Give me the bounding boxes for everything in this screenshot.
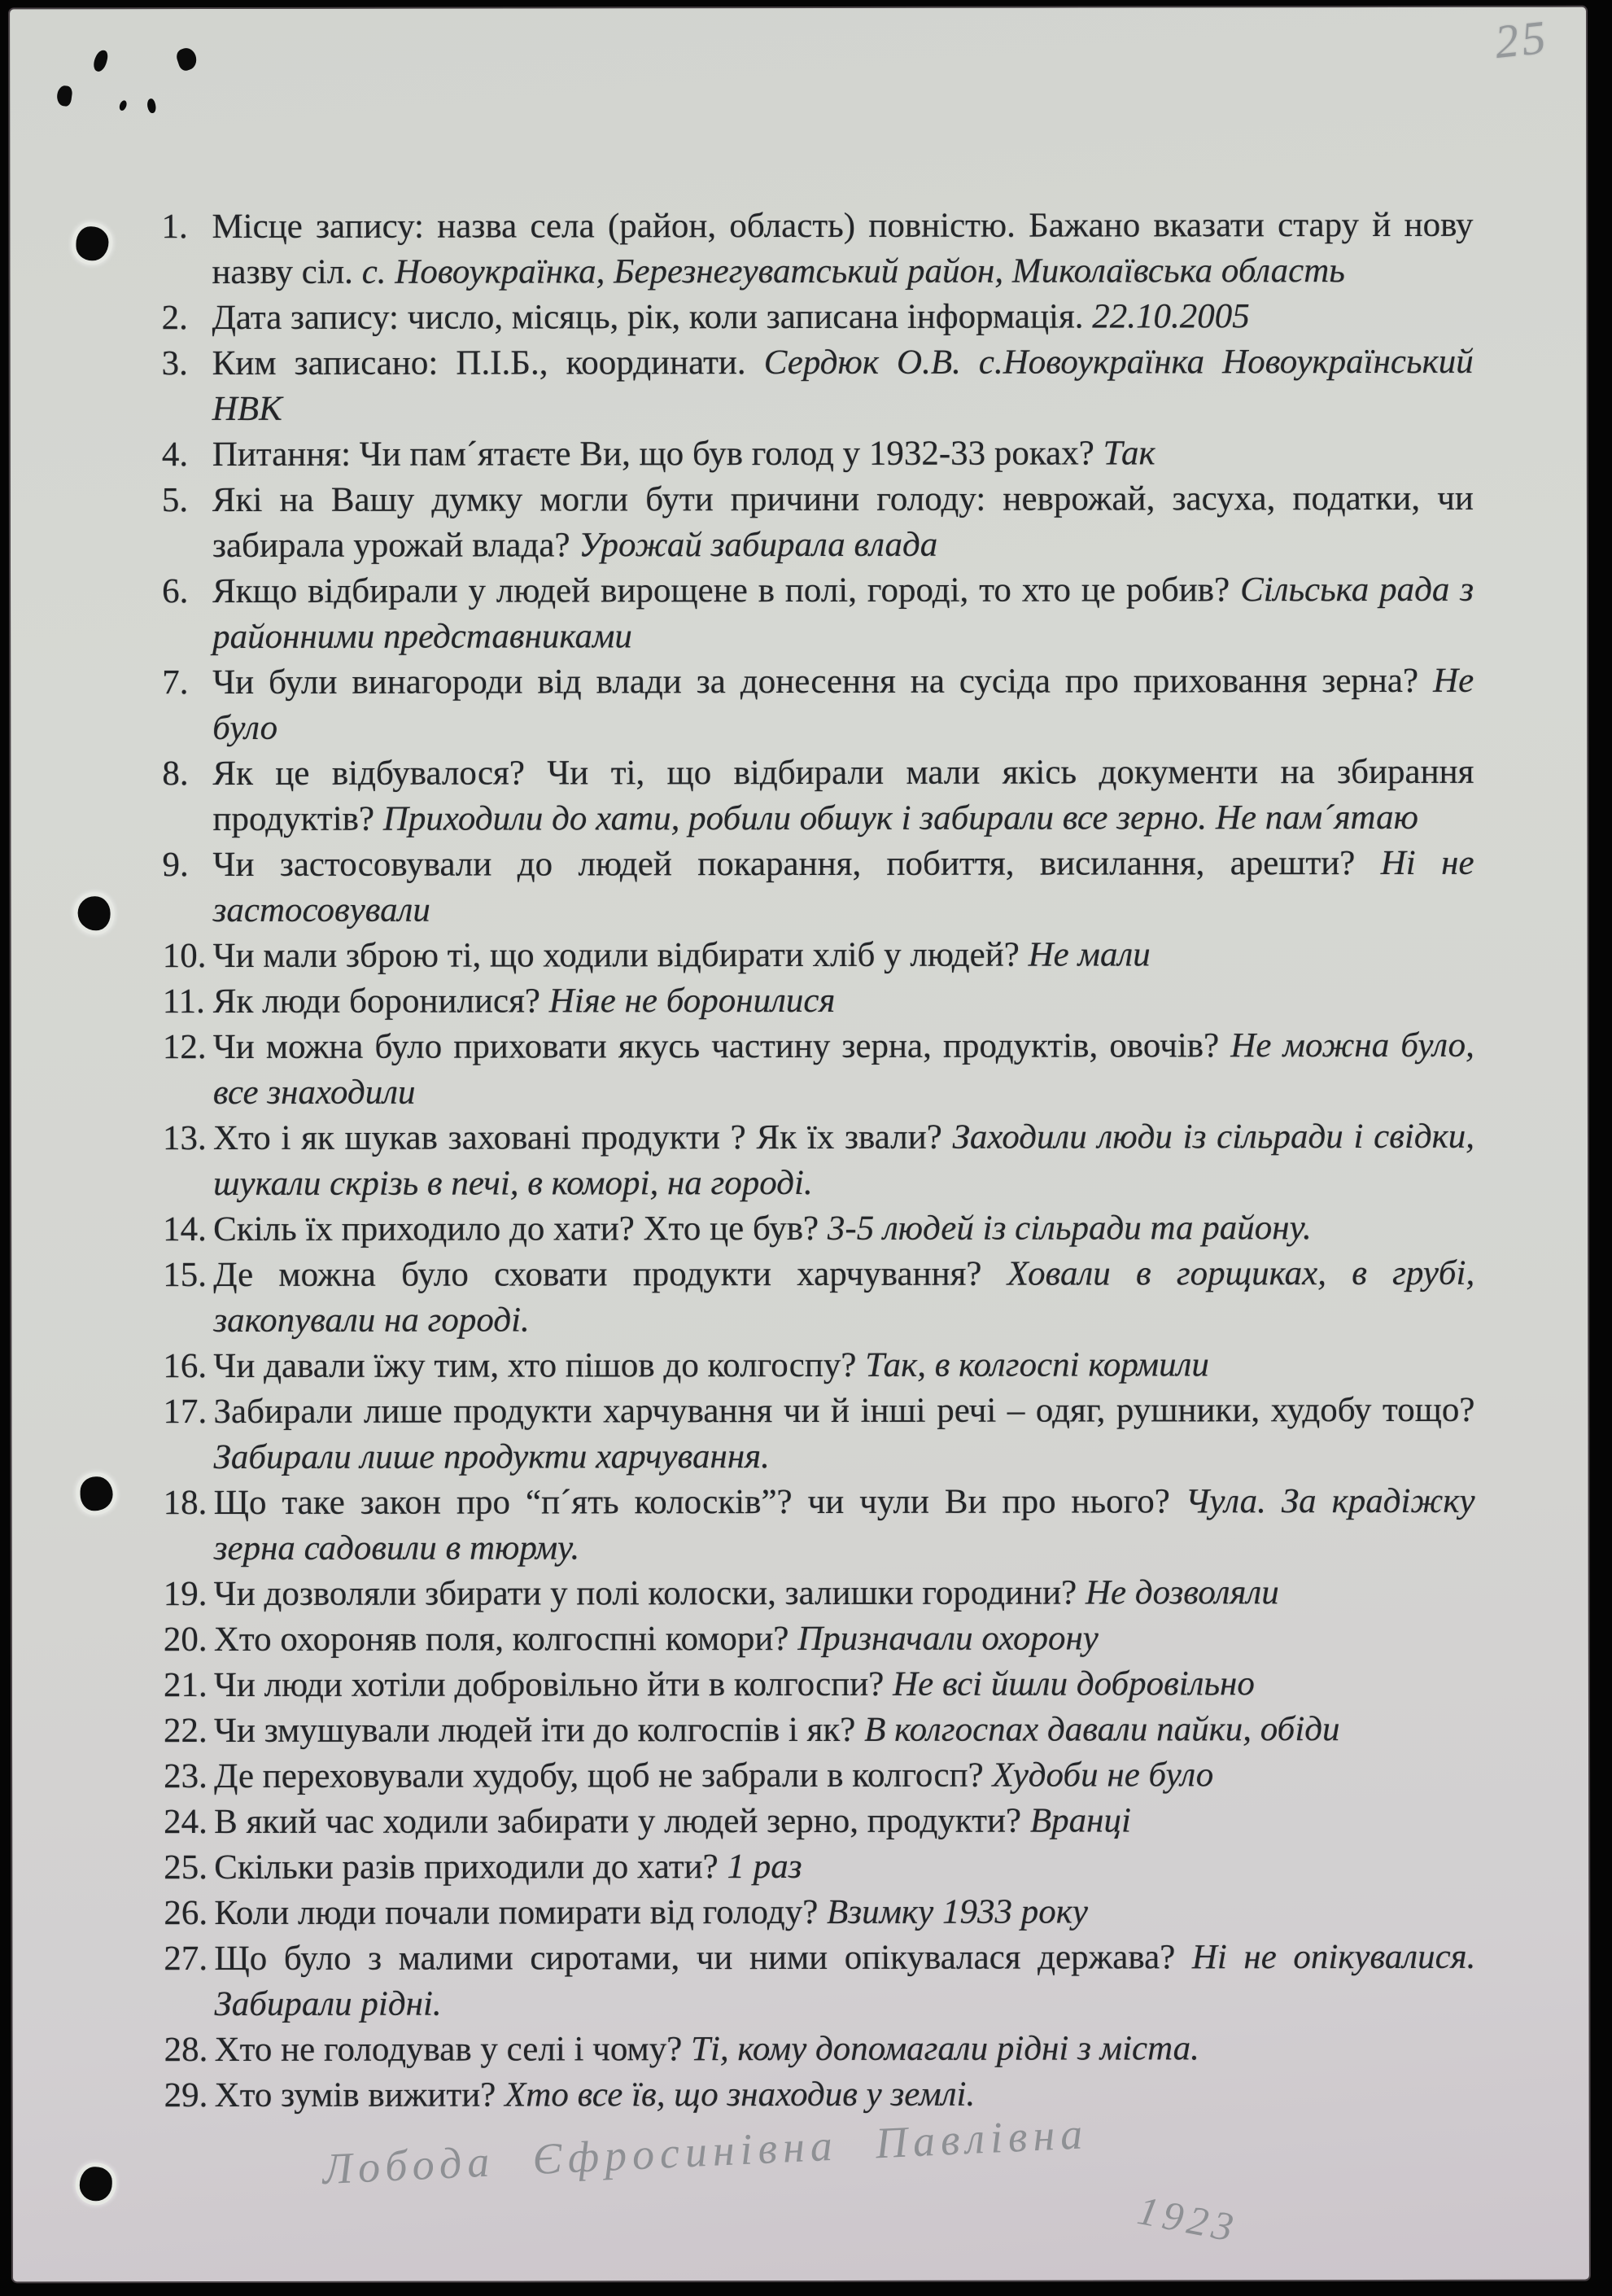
item-question: Хто зумів вижити?	[214, 2075, 496, 2115]
item-answer: Урожай забирала влада	[579, 525, 938, 565]
item-answer: Ніяе не боронилися	[548, 981, 836, 1021]
hole-punch	[74, 892, 115, 934]
paper-speck	[118, 99, 128, 112]
item-number: 27.	[164, 1940, 208, 1979]
item-answer: Не було	[212, 661, 1474, 748]
item-answer: 22.10.2005	[1092, 297, 1250, 336]
questionnaire-item	[162, 476, 1474, 569]
item-number: 12.	[162, 1028, 207, 1067]
questionnaire-item	[163, 1342, 1474, 1389]
item-number: 16.	[163, 1347, 208, 1386]
paper-speck	[92, 49, 109, 73]
paper-speck	[56, 85, 73, 107]
item-answer: Призначали охорону	[797, 1619, 1099, 1659]
item-number: 3.	[161, 344, 188, 383]
questionnaire-item	[163, 1388, 1474, 1480]
questionnaire-item	[164, 2026, 1476, 2073]
item-number: 5.	[161, 481, 189, 520]
questionnaire-item	[164, 1935, 1475, 2027]
item-question: Чи були винагороди від влади за донесення на сусіда про приховання зерна?	[212, 661, 1419, 702]
questionnaire-item	[162, 750, 1474, 842]
item-question: Як люди боронилися?	[212, 982, 540, 1021]
item-answer: Вранці	[1029, 1801, 1131, 1840]
item-answer: 1 раз	[727, 1847, 802, 1887]
item-question: Чи застосовували до людей покарання, побиття, висилання, арешти?	[212, 844, 1356, 885]
item-question: Якщо відбирали у людей вирощене в полі, городі, то хто це робив?	[212, 571, 1230, 611]
item-question: Забирали лише продукти харчування чи й інші речі – одяг, рушники, худобу тощо?	[213, 1390, 1475, 1432]
questionnaire-item	[163, 1251, 1474, 1344]
item-question: Чи люди хотіли добровільно йти в колгоспи?	[213, 1664, 885, 1705]
hole-punch	[76, 1472, 117, 1515]
handwritten-signature: Лобода Єфросинівна Павлівна	[321, 2109, 1090, 2194]
questionnaire-item	[162, 567, 1474, 660]
questionnaire-item	[162, 658, 1474, 751]
questionnaire-item	[164, 1661, 1475, 1708]
item-question: Питання: Чи пам´ятаєте Ви, що був голод у 1932-33 роках?	[212, 434, 1094, 475]
hole-punch	[72, 222, 112, 265]
item-number: 20.	[163, 1620, 208, 1660]
questionnaire-item	[164, 1479, 1475, 1572]
item-number: 15.	[163, 1256, 208, 1295]
item-question: Чи давали їжу тим, хто пішов до колгоспу?	[213, 1345, 857, 1386]
questionnaire-item	[164, 1843, 1475, 1891]
item-answer: Не можна було, все знаходили	[212, 1026, 1474, 1113]
item-number: 4.	[161, 435, 189, 475]
item-question: Чи змушували людей іти до колгоспів і як?	[213, 1710, 856, 1751]
item-answer: Сердюк О.В. с.Новоукраїнка Новоукраїнський НВК	[212, 342, 1474, 429]
item-number: 8.	[162, 754, 189, 794]
item-answer: Так	[1103, 434, 1155, 473]
item-question: Що таке закон про “п´ять колосків”? чи чули Ви про нього?	[213, 1482, 1170, 1523]
item-question: Місце запису: назва села (район, область) повністю. Бажано вказати стару й нову назву сіл.	[212, 205, 1474, 292]
item-answer: 3-5 людей із сільради та району.	[827, 1209, 1312, 1248]
item-answer: Не мали	[1028, 935, 1151, 974]
item-question: Чи мали зброю ті, що ходили відбирати хліб у людей?	[212, 935, 1020, 976]
item-number: 14.	[163, 1210, 207, 1249]
item-question: Дата запису: число, місяць, рік, коли записана інформація.	[212, 297, 1084, 338]
item-number: 24.	[164, 1803, 208, 1842]
item-number: 25.	[164, 1848, 208, 1887]
questionnaire-item	[163, 932, 1474, 979]
item-question: Скільки разів приходили до хати?	[214, 1848, 719, 1887]
questionnaire-item	[163, 1023, 1474, 1116]
item-number: 17.	[163, 1393, 208, 1432]
item-answer: Забирали лише продукти харчування.	[213, 1437, 770, 1477]
item-question: Хто не голодував у селі і чому?	[214, 2030, 683, 2070]
item-answer: Так, в колгоспі кормили	[865, 1345, 1209, 1384]
item-question: Де переховували худобу, щоб не забрали в колгосп?	[214, 1756, 984, 1796]
item-answer: Хто все їв, що знаходив у землі.	[505, 2075, 976, 2115]
hole-punch	[76, 2163, 116, 2205]
item-question: Скіль їх приходило до хати? Хто це був?	[213, 1209, 819, 1249]
item-number: 10.	[162, 937, 207, 976]
question-list	[161, 203, 1475, 2119]
item-answer: Заходили люди із сільради і свідки, шукали скрізь в печі, в коморі, на городі.	[213, 1117, 1475, 1204]
item-answer: с. Новоукраїнка, Березнегуватський район, Миколаївська область	[361, 251, 1345, 291]
item-answer: В колгоспах давали пайки, обіди	[864, 1710, 1340, 1749]
item-number: 1.	[161, 208, 188, 247]
item-number: 28.	[164, 2031, 208, 2070]
item-question: Хто і як шукав заховані продукти ? Як їх звали?	[212, 1117, 942, 1158]
item-number: 13.	[162, 1119, 207, 1158]
questionnaire-item	[162, 841, 1474, 934]
item-question: Де можна було сховати продукти харчування?	[213, 1254, 982, 1295]
item-question: Хто охороняв поля, колгоспні комори?	[213, 1620, 789, 1660]
item-number: 6.	[162, 572, 189, 611]
questionnaire-item	[164, 1616, 1475, 1663]
item-question: Чи дозволяли збирати у полі колоски, залишки городини?	[213, 1573, 1077, 1614]
item-answer: Приходили до хати, робили обшук і забирали все зерно. Не пам´ятаю	[382, 798, 1418, 838]
item-question: Коли люди почали помирати від голоду?	[214, 1892, 819, 1933]
questionnaire-item	[163, 977, 1474, 1025]
handwritten-year: 1923	[1134, 2187, 1243, 2251]
item-question: Як це відбувалося? Чи ті, що відбирали мали якісь документи на збирання продуктів?	[212, 752, 1474, 839]
item-number: 11.	[162, 982, 205, 1021]
item-answer: Не дозволяли	[1085, 1573, 1279, 1612]
item-answer: Худоби не було	[992, 1756, 1214, 1795]
item-number: 2.	[161, 299, 188, 338]
item-answer: Ні не опікувалися. Забирали рідні.	[214, 1937, 1476, 2024]
item-number: 18.	[163, 1484, 208, 1523]
questionnaire-item	[162, 339, 1474, 432]
questionnaire-item	[164, 1889, 1475, 1936]
item-number: 26.	[164, 1894, 208, 1933]
item-question: Чи можна було приховати якусь частину зерна, продуктів, овочів?	[212, 1026, 1220, 1067]
questionnaire-item	[162, 294, 1474, 341]
item-answer: Ні не застосовували	[212, 843, 1474, 930]
questionnaire-item	[163, 1205, 1474, 1253]
item-number: 7.	[162, 663, 189, 702]
item-number: 19.	[163, 1575, 208, 1614]
item-answer: Не всі йшли добровільно	[893, 1664, 1255, 1703]
paper	[10, 7, 1589, 2282]
questionnaire-item	[164, 1752, 1475, 1800]
questionnaire-item	[164, 1570, 1475, 1617]
item-number: 9.	[162, 846, 189, 885]
item-answer: Взимку 1933 року	[826, 1892, 1088, 1931]
item-question: Що було з малими сиротами, чи ними опікувалася держава?	[214, 1938, 1176, 1979]
paper-speck	[146, 98, 157, 113]
paper-speck	[175, 46, 199, 72]
item-number: 22.	[163, 1712, 208, 1751]
item-answer: Ховали в горщиках, в грубі, закопували на городі.	[213, 1253, 1475, 1340]
item-answer: Ті, кому допомагали рідні з міста.	[691, 2029, 1199, 2069]
item-number: 21.	[163, 1666, 208, 1705]
questionnaire-item	[163, 1114, 1474, 1207]
page-number: 25	[1492, 10, 1552, 69]
item-question: В який час ходили забирати у людей зерно, продукти?	[214, 1801, 1022, 1842]
item-question: Які на Вашу думку могли бути причини голоду: неврожай, засуха, податки, чи забирала урожай влада?	[212, 479, 1474, 566]
questionnaire-item	[164, 1707, 1475, 1754]
item-answer: Сільська рада з районними представниками	[212, 570, 1474, 657]
questionnaire-item	[164, 1798, 1475, 1845]
item-number: 23.	[164, 1757, 208, 1796]
questionnaire-item	[162, 431, 1474, 478]
item-answer: Чула. За крадіжку зерна садовили в тюрму.	[213, 1481, 1475, 1568]
questionnaire-item	[161, 203, 1473, 295]
item-question: Ким записано: П.І.Б., координати.	[212, 343, 746, 383]
item-number: 29.	[164, 2076, 208, 2115]
